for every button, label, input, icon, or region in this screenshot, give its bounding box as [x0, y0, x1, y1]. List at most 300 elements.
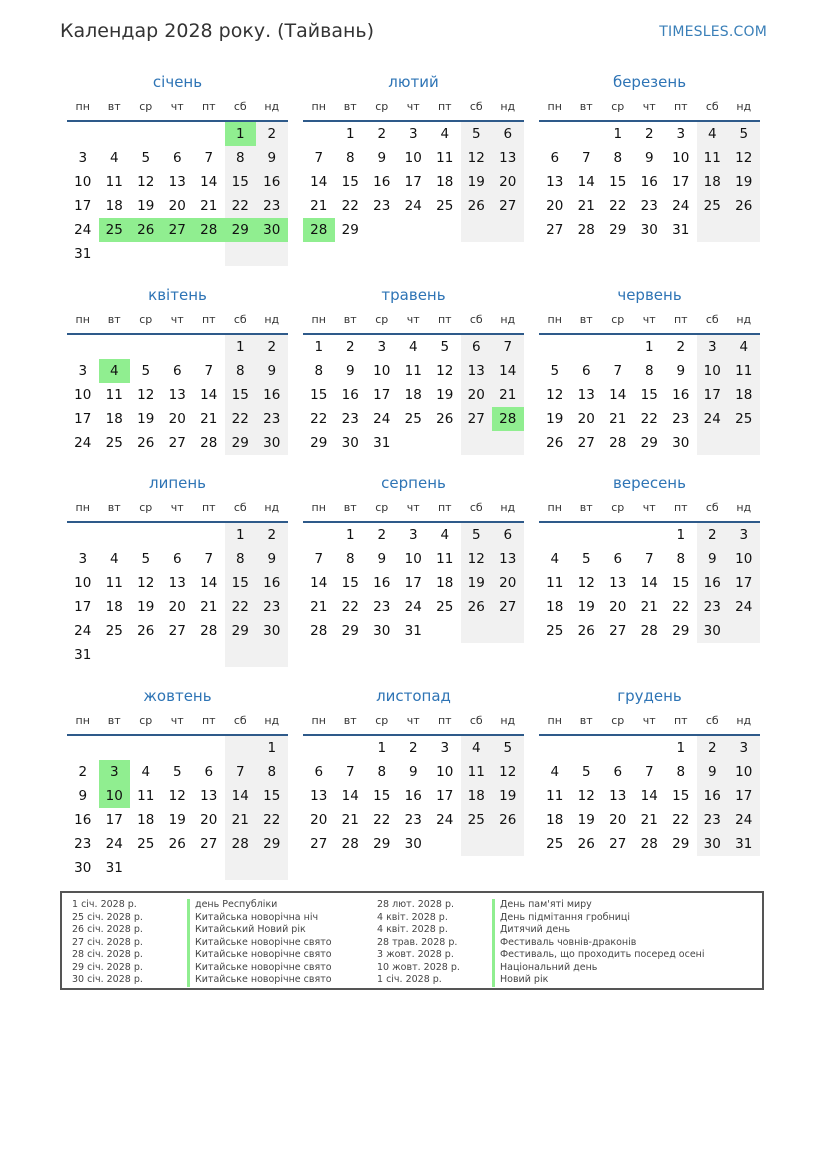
day-cell: 13 [200, 788, 218, 804]
day-cell: 3 [377, 339, 387, 355]
day-cell: 25 [735, 411, 753, 427]
day-cell: 20 [499, 575, 517, 591]
day-cell: 26 [467, 599, 485, 615]
day-cell: 7 [314, 150, 324, 166]
day-grid [303, 523, 524, 643]
month-9 [539, 473, 760, 643]
day-cell: 22 [609, 198, 627, 214]
weekday-label: пн [547, 100, 562, 113]
day-cell: 24 [373, 411, 391, 427]
day-grid [67, 736, 288, 880]
month-name: серпень [381, 474, 446, 492]
day-cell: 20 [200, 812, 218, 828]
day-cell: 18 [467, 788, 485, 804]
day-cell: 20 [168, 411, 186, 427]
day-cell: 4 [550, 764, 560, 780]
day-cell: 20 [310, 812, 328, 828]
day-cell: 31 [672, 222, 690, 238]
day-cell: 31 [404, 623, 422, 639]
day-cell: 10 [404, 150, 422, 166]
day-cell: 29 [341, 222, 359, 238]
weekday-label: пн [547, 714, 562, 727]
day-cell: 6 [471, 339, 481, 355]
day-cell: 5 [471, 527, 481, 543]
legend-holiday-name: Китайське новорічне свято [187, 974, 332, 987]
day-cell: 22 [263, 812, 281, 828]
weekday-label: нд [736, 313, 752, 326]
weekday-label: сб [233, 501, 247, 514]
day-cell: 5 [141, 551, 151, 567]
day-cell: 24 [735, 599, 753, 615]
weekday-label: вт [343, 501, 357, 514]
day-cell: 2 [408, 740, 418, 756]
day-cell: 28 [200, 435, 218, 451]
day-cell: 4 [440, 527, 450, 543]
day-cell: 9 [707, 551, 717, 567]
day-cell: 5 [581, 764, 591, 780]
day-cell: 9 [78, 788, 88, 804]
weekday-label: чт [406, 501, 420, 514]
month-8 [303, 473, 524, 643]
weekday-label: пт [437, 313, 452, 326]
day-cell: 27 [577, 435, 595, 451]
weekday-label: нд [736, 501, 752, 514]
day-cell: 18 [546, 812, 564, 828]
legend-date: 1 січ. 2028 р. [377, 974, 442, 985]
day-cell: 9 [377, 551, 387, 567]
day-cell: 19 [137, 198, 155, 214]
day-cell: 28 [640, 623, 658, 639]
legend-holiday-name: Фестиваль, що проходить посеред осені [492, 949, 705, 962]
day-cell: 17 [404, 575, 422, 591]
day-cell: 15 [231, 174, 249, 190]
day-cell: 7 [581, 150, 591, 166]
day-cell: 25 [467, 812, 485, 828]
month-name: січень [152, 73, 203, 91]
day-cell: 15 [263, 788, 281, 804]
day-cell: 3 [408, 126, 418, 142]
weekday-label: чт [406, 100, 420, 113]
month-5 [303, 285, 524, 455]
day-cell: 21 [200, 599, 218, 615]
month-name: березень [612, 73, 687, 91]
weekday-label: пт [201, 714, 216, 727]
day-cell: 26 [137, 623, 155, 639]
day-cell: 1 [345, 527, 355, 543]
day-cell: 29 [231, 435, 249, 451]
day-cell: 10 [436, 764, 454, 780]
day-cell: 7 [314, 551, 324, 567]
day-cell: 24 [672, 198, 690, 214]
legend-holiday-name: День підмітання гробниці [492, 912, 630, 925]
legend-holiday-name: день Республіки [187, 899, 277, 912]
day-cell: 22 [310, 411, 328, 427]
day-grid [67, 122, 288, 266]
day-cell: 24 [703, 411, 721, 427]
weekday-label: нд [264, 501, 280, 514]
legend-date: 25 січ. 2028 р. [72, 911, 143, 923]
weekday-label: ср [611, 313, 625, 326]
day-cell: 7 [613, 363, 623, 379]
day-cell: 19 [499, 788, 517, 804]
day-cell: 25 [436, 198, 454, 214]
weekday-label: ср [375, 100, 389, 113]
day-cell: 6 [503, 527, 513, 543]
day-cell: 19 [577, 599, 595, 615]
page-title: Календар 2028 року. (Тайвань) [60, 20, 375, 42]
day-cell: 7 [204, 150, 214, 166]
day-cell: 7 [503, 339, 513, 355]
day-cell: 7 [345, 764, 355, 780]
day-grid [67, 523, 288, 667]
weekday-label: ср [375, 313, 389, 326]
day-cell: 17 [404, 174, 422, 190]
weekday-label: сб [469, 714, 483, 727]
day-cell: 16 [263, 174, 281, 190]
day-cell: 30 [640, 222, 658, 238]
day-cell: 29 [609, 222, 627, 238]
weekday-label: сб [233, 313, 247, 326]
day-cell: 13 [467, 363, 485, 379]
day-cell: 23 [404, 812, 422, 828]
day-cell: 31 [373, 435, 391, 451]
weekday-label: нд [264, 313, 280, 326]
day-cell: 18 [436, 575, 454, 591]
day-cell: 16 [263, 387, 281, 403]
day-cell: 25 [436, 599, 454, 615]
day-cell: 24 [74, 623, 92, 639]
day-cell: 1 [267, 740, 277, 756]
weekday-label: сб [705, 714, 719, 727]
weekday-header [539, 706, 760, 736]
day-cell: 6 [172, 551, 182, 567]
weekday-label: вт [343, 100, 357, 113]
weekday-label: вт [343, 714, 357, 727]
day-cell: 5 [739, 126, 749, 142]
day-cell: 1 [377, 740, 387, 756]
day-cell: 20 [168, 599, 186, 615]
holiday-day-cell: 26 [130, 218, 162, 242]
day-cell: 29 [672, 836, 690, 852]
day-cell: 8 [235, 551, 245, 567]
weekday-header [67, 92, 288, 122]
day-cell: 27 [168, 623, 186, 639]
day-cell: 7 [644, 764, 654, 780]
day-cell: 13 [499, 150, 517, 166]
day-cell: 30 [341, 435, 359, 451]
weekday-label: пт [201, 100, 216, 113]
day-cell: 11 [703, 150, 721, 166]
weekday-label: ср [139, 714, 153, 727]
weekday-label: чт [170, 501, 184, 514]
month-4 [67, 285, 288, 455]
day-cell: 6 [172, 150, 182, 166]
day-cell: 23 [263, 198, 281, 214]
weekday-header [539, 493, 760, 523]
weekday-label: вт [579, 714, 593, 727]
day-cell: 16 [672, 387, 690, 403]
day-cell: 23 [373, 599, 391, 615]
day-cell: 15 [672, 788, 690, 804]
day-cell: 5 [471, 126, 481, 142]
weekday-label: нд [736, 714, 752, 727]
day-cell: 5 [550, 363, 560, 379]
day-cell: 18 [105, 599, 123, 615]
day-cell: 1 [314, 339, 324, 355]
day-cell: 4 [440, 126, 450, 142]
day-cell: 15 [231, 575, 249, 591]
weekday-label: пн [311, 313, 326, 326]
weekday-label: нд [500, 501, 516, 514]
day-cell: 29 [231, 623, 249, 639]
day-cell: 26 [467, 198, 485, 214]
holiday-day-cell: 3 [99, 760, 131, 784]
day-cell: 3 [78, 150, 88, 166]
day-cell: 17 [703, 387, 721, 403]
day-cell: 22 [341, 599, 359, 615]
day-cell: 5 [172, 764, 182, 780]
legend-holiday-name: Китайський Новий рік [187, 924, 306, 937]
day-cell: 16 [341, 387, 359, 403]
day-cell: 6 [204, 764, 214, 780]
weekday-header [67, 493, 288, 523]
day-cell: 25 [546, 623, 564, 639]
day-cell: 11 [546, 575, 564, 591]
day-cell: 25 [105, 435, 123, 451]
month-11 [303, 686, 524, 856]
day-cell: 17 [74, 599, 92, 615]
legend-holiday-name: Китайська новорічна ніч [187, 912, 318, 925]
day-cell: 18 [546, 599, 564, 615]
day-cell: 15 [310, 387, 328, 403]
legend-holiday-name: Дитячий день [492, 924, 570, 937]
weekday-label: нд [264, 100, 280, 113]
day-cell: 1 [644, 339, 654, 355]
day-cell: 7 [204, 551, 214, 567]
weekday-label: пт [201, 313, 216, 326]
day-grid [539, 122, 760, 242]
day-cell: 22 [231, 411, 249, 427]
weekday-label: чт [170, 313, 184, 326]
day-cell: 5 [141, 150, 151, 166]
day-cell: 14 [577, 174, 595, 190]
day-cell: 2 [267, 339, 277, 355]
site-brand-link[interactable]: TIMESLES.COM [659, 24, 767, 40]
day-cell: 4 [550, 551, 560, 567]
day-cell: 13 [577, 387, 595, 403]
holiday-day-cell: 1 [225, 122, 257, 146]
day-cell: 13 [168, 387, 186, 403]
day-cell: 3 [78, 363, 88, 379]
day-cell: 6 [613, 764, 623, 780]
day-grid [303, 335, 524, 455]
day-cell: 18 [703, 174, 721, 190]
day-cell: 22 [341, 198, 359, 214]
day-cell: 2 [707, 527, 717, 543]
legend-date: 29 січ. 2028 р. [72, 961, 143, 973]
day-cell: 26 [577, 623, 595, 639]
day-cell: 11 [436, 150, 454, 166]
day-cell: 11 [105, 387, 123, 403]
day-cell: 15 [609, 174, 627, 190]
day-cell: 6 [550, 150, 560, 166]
day-cell: 26 [735, 198, 753, 214]
weekday-label: пт [673, 714, 688, 727]
day-cell: 2 [377, 126, 387, 142]
weekday-label: пн [75, 714, 90, 727]
weekday-label: сб [705, 100, 719, 113]
day-cell: 31 [105, 860, 123, 876]
weekday-label: чт [406, 714, 420, 727]
day-cell: 11 [105, 575, 123, 591]
legend-date: 28 трав. 2028 р. [377, 936, 458, 948]
day-cell: 2 [676, 339, 686, 355]
weekday-label: ср [139, 313, 153, 326]
day-cell: 23 [341, 411, 359, 427]
day-cell: 2 [267, 126, 277, 142]
weekday-label: чт [170, 714, 184, 727]
day-cell: 22 [373, 812, 391, 828]
day-cell: 14 [200, 575, 218, 591]
day-cell: 8 [345, 551, 355, 567]
weekday-label: сб [705, 501, 719, 514]
day-cell: 10 [74, 387, 92, 403]
legend-date: 1 січ. 2028 р. [72, 899, 137, 910]
day-cell: 21 [640, 812, 658, 828]
day-cell: 26 [577, 836, 595, 852]
weekday-label: сб [705, 313, 719, 326]
day-cell: 8 [676, 764, 686, 780]
day-cell: 12 [577, 788, 595, 804]
day-cell: 11 [105, 174, 123, 190]
weekday-header [539, 92, 760, 122]
month-2 [303, 72, 524, 242]
day-cell: 15 [341, 174, 359, 190]
day-cell: 10 [703, 363, 721, 379]
day-cell: 22 [231, 599, 249, 615]
day-cell: 1 [676, 527, 686, 543]
day-cell: 19 [735, 174, 753, 190]
day-cell: 24 [74, 435, 92, 451]
weekday-label: пн [311, 100, 326, 113]
day-cell: 9 [707, 764, 717, 780]
day-cell: 27 [546, 222, 564, 238]
weekday-label: чт [642, 313, 656, 326]
day-cell: 12 [467, 150, 485, 166]
day-cell: 22 [231, 198, 249, 214]
weekday-label: чт [642, 501, 656, 514]
weekday-label: пн [311, 501, 326, 514]
day-cell: 3 [739, 740, 749, 756]
day-cell: 9 [644, 150, 654, 166]
day-cell: 10 [672, 150, 690, 166]
day-cell: 24 [74, 222, 92, 238]
day-cell: 21 [499, 387, 517, 403]
legend-date: 30 січ. 2028 р. [72, 974, 143, 985]
day-cell: 12 [137, 575, 155, 591]
day-cell: 9 [267, 363, 277, 379]
day-cell: 22 [672, 599, 690, 615]
day-cell: 13 [609, 575, 627, 591]
day-cell: 17 [436, 788, 454, 804]
day-cell: 11 [546, 788, 564, 804]
month-name: травень [381, 286, 446, 304]
day-cell: 24 [735, 812, 753, 828]
day-cell: 3 [739, 527, 749, 543]
day-cell: 17 [735, 575, 753, 591]
day-cell: 20 [577, 411, 595, 427]
day-cell: 28 [609, 435, 627, 451]
day-cell: 26 [436, 411, 454, 427]
day-cell: 30 [703, 623, 721, 639]
weekday-label: нд [500, 714, 516, 727]
weekday-label: пн [547, 313, 562, 326]
day-cell: 28 [231, 836, 249, 852]
day-cell: 16 [404, 788, 422, 804]
day-cell: 16 [373, 174, 391, 190]
day-cell: 20 [168, 198, 186, 214]
day-cell: 21 [310, 198, 328, 214]
legend-holiday-name: Національний день [492, 962, 597, 975]
holiday-day-cell: 28 [303, 218, 335, 242]
day-cell: 3 [707, 339, 717, 355]
day-cell: 19 [137, 599, 155, 615]
weekday-label: вт [107, 100, 121, 113]
day-cell: 21 [640, 599, 658, 615]
day-cell: 23 [74, 836, 92, 852]
day-cell: 5 [581, 551, 591, 567]
day-cell: 7 [204, 363, 214, 379]
weekday-label: ср [139, 501, 153, 514]
weekday-label: нд [500, 100, 516, 113]
day-cell: 17 [373, 387, 391, 403]
day-cell: 19 [168, 812, 186, 828]
day-cell: 30 [373, 623, 391, 639]
day-cell: 14 [499, 363, 517, 379]
holiday-day-cell: 30 [256, 218, 288, 242]
month-name: жовтень [143, 687, 212, 705]
day-cell: 6 [613, 551, 623, 567]
day-cell: 6 [581, 363, 591, 379]
day-cell: 3 [78, 551, 88, 567]
day-cell: 7 [644, 551, 654, 567]
day-cell: 30 [74, 860, 92, 876]
day-cell: 19 [137, 411, 155, 427]
day-cell: 30 [263, 623, 281, 639]
day-cell: 20 [609, 599, 627, 615]
weekday-label: пн [75, 313, 90, 326]
legend-holiday-name: Китайське новорічне свято [187, 949, 332, 962]
day-cell: 27 [310, 836, 328, 852]
day-cell: 21 [200, 198, 218, 214]
day-cell: 28 [577, 222, 595, 238]
day-cell: 26 [137, 435, 155, 451]
weekday-label: нд [736, 100, 752, 113]
day-cell: 13 [168, 575, 186, 591]
day-cell: 11 [436, 551, 454, 567]
day-cell: 26 [546, 435, 564, 451]
day-cell: 16 [703, 788, 721, 804]
weekday-label: пт [437, 100, 452, 113]
weekday-header [303, 706, 524, 736]
weekday-label: нд [500, 313, 516, 326]
day-cell: 5 [440, 339, 450, 355]
day-cell: 11 [404, 363, 422, 379]
weekday-header [67, 305, 288, 335]
day-cell: 6 [503, 126, 513, 142]
day-cell: 17 [74, 411, 92, 427]
day-cell: 11 [467, 764, 485, 780]
